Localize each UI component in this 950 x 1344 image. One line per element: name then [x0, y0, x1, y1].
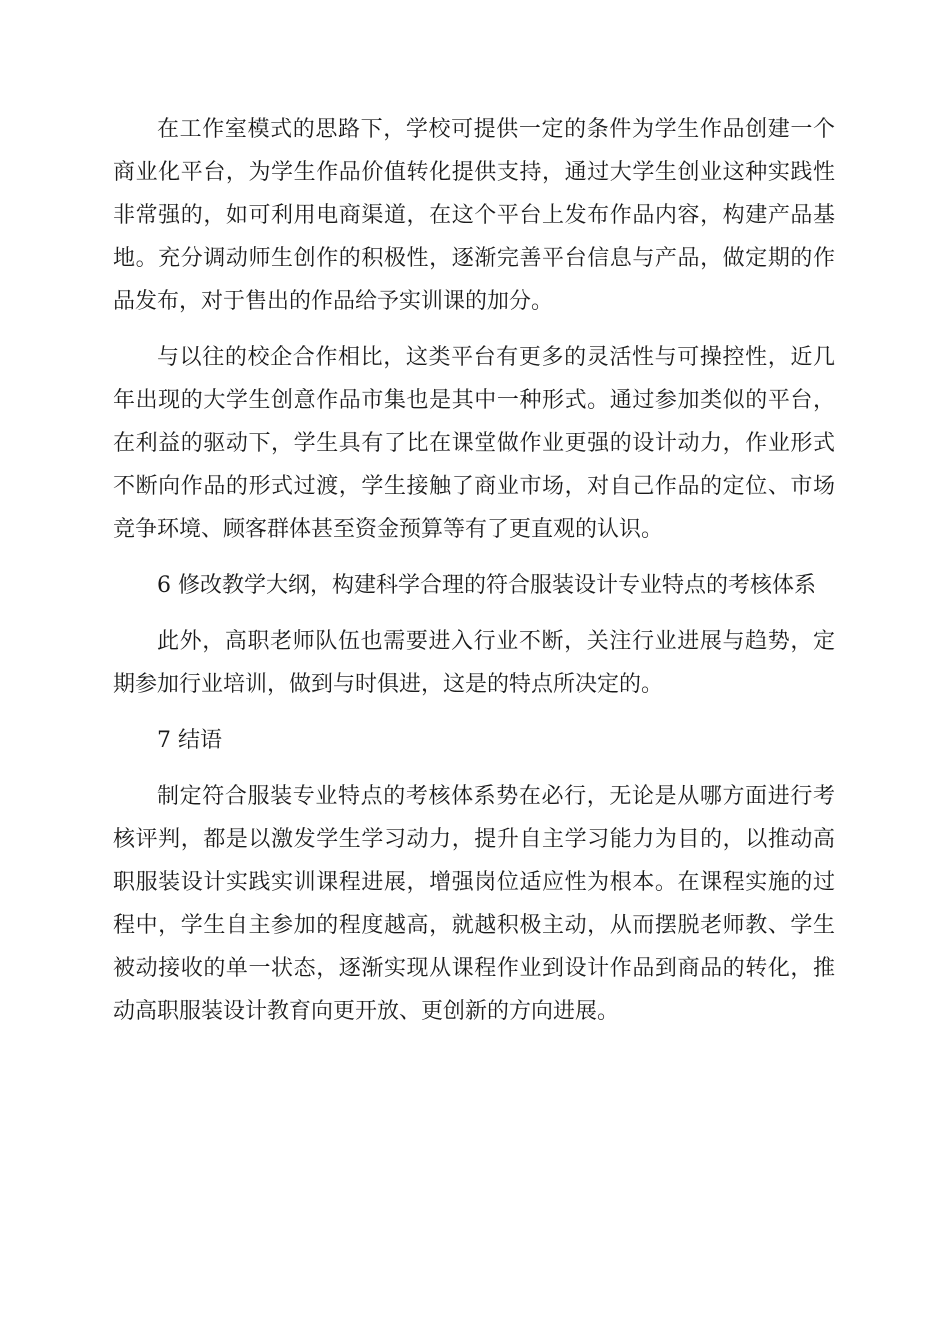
document-body — [113, 108, 835, 1046]
paragraph-conclusion: 制定符合服装专业特点的考核体系势在必行，无论是从哪方面进行考核评判，都是以激发学生学习动力，提升自主学习能力为目的，以推动高职服装设计实践实训课程进展，增强岗位适应性为根本。在课程实施的过程中，学生自主参加的程度越高，就越积极主动，从而摆脱老师教、学生被动接收的单一状态，逐渐实现从课程作业到设计作品到商品的转化，推动高职服装设计教育向更开放、更创新的方向进展。 — [113, 784, 835, 1024]
paragraph-teacher-team: 此外，高职老师队伍也需要进入行业不断，关注行业进展与趋势，定期参加行业培训，做到与时俱进，这是的特点所决定的。 — [113, 629, 835, 697]
paragraph-school-enterprise: 与以往的校企合作相比，这类平台有更多的灵活性与可操控性，近几年出现的大学生创意作品市集也是其中一种形式。通过参加类似的平台，在利益的驱动下，学生具有了比在课堂做作业更强的设计动力，作业形式不断向作品的形式过渡，学生接触了商业市场，对自己作品的定位、市场竞争环境、顾客群体甚至资金预算等有了更直观的认识。 — [113, 345, 835, 542]
section-heading-6: 6 修改教学大纲，构建科学合理的符合服装设计专业特点的考核体系 — [157, 573, 816, 598]
section-heading-7: 7 结语 — [157, 728, 222, 753]
paragraph-studio-platform: 在工作室模式的思路下，学校可提供一定的条件为学生作品创建一个商业化平台，为学生作品价值转化提供支持，通过大学生创业这种实践性非常强的，如可利用电商渠道，在这个平台上发布作品内容，构建产品基地。充分调动师生创作的积极性，逐渐完善平台信息与产品，做定期的作品发布，对于售出的作品给予实训课的加分。 — [113, 117, 835, 314]
